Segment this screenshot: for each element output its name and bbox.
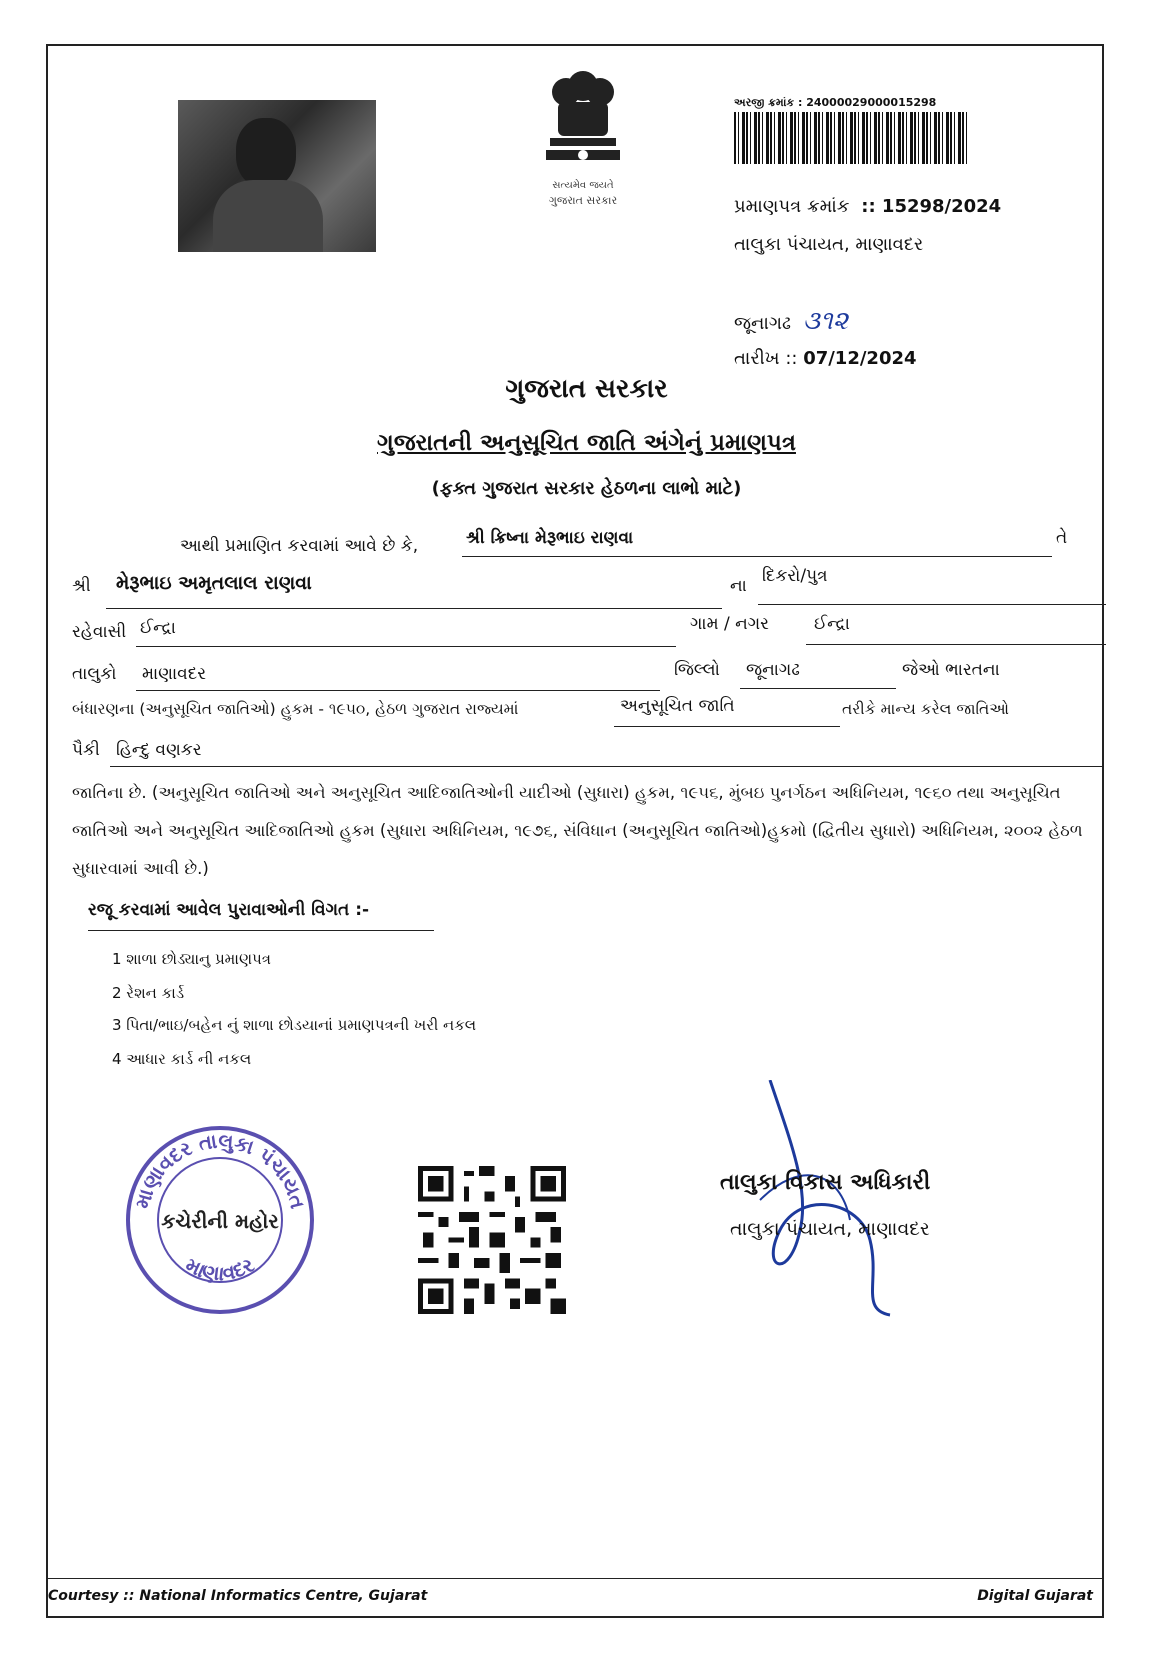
seal-center-text: કચેરીની મહોર bbox=[161, 1209, 279, 1233]
father-name: મેરૂભાઇ અમૃતલાલ રાણવા bbox=[116, 572, 312, 594]
taluka-value: માણાવદર bbox=[142, 664, 207, 684]
document-item: 4 આધાર કાર્ડ ની નકલ bbox=[112, 1050, 252, 1068]
barcode bbox=[734, 112, 970, 164]
issue-date: 07/12/2024 bbox=[803, 348, 917, 369]
india-text: જેઓ ભારતના bbox=[902, 660, 1000, 680]
certificate-title: ગુજરાતની અનુસૂચિત જાતિ અંગેનું પ્રમાણપત્ર bbox=[377, 430, 796, 456]
govt-title: ગુજરાત સરકાર bbox=[505, 374, 668, 404]
constitution-text: બંધારણના (અનુસૂચિત જાતિઓ) હુકમ - ૧૯૫૦, હેઠળ ગુજરાત રાજ્યમાં bbox=[72, 700, 519, 718]
shri-label: શ્રી bbox=[72, 576, 91, 596]
village-value: ઈન્દ્રા bbox=[814, 614, 850, 634]
header-district bbox=[734, 306, 848, 337]
handwritten-number: ૩૧૨ bbox=[802, 306, 848, 336]
seal-top-text: માણાવદર તાલુકા પંચાયત bbox=[129, 1128, 311, 1211]
applicant-photo bbox=[178, 100, 376, 252]
legal-paragraph: જાતિના છે. (અનુસૂચિત જાતિઓ અને અનુસૂચિત આદિજાતિઓની યાદીઓ (સુધારા) હુકમ, ૧૯૫૬, મુંબઇ પુનર્ગઠન અધિનિયમ, ૧૯૬૦ તથા અનુસૂચિત જાતિઓ અને અનુસૂચિત આદિજાતિઓ હુકમ (સુધારા અધિનિયમ, ૧૯૭૬, સંવિધાન (અનુસૂચિત જાતિઓ)હુકમો (દ્વિતીય સુધારો) અધિનિયમ, ૨૦૦૨ હેઠળ સુધારવામાં આવી છે.) bbox=[72, 783, 1083, 878]
certificate-note: (ફક્ત ગુજરાત સરકાર હેઠળના લાભો માટે) bbox=[431, 478, 742, 499]
footer-digital-gujarat: Digital Gujarat bbox=[977, 1588, 1093, 1604]
state-emblem-icon bbox=[528, 64, 638, 174]
document-item: 2 રેશન કાર્ડ bbox=[112, 984, 185, 1002]
header-district-name: જૂનાગઢ bbox=[734, 313, 791, 334]
residence-label: રહેવાસી bbox=[72, 622, 127, 642]
na-text: ના bbox=[730, 576, 747, 596]
te-text: તે bbox=[1056, 528, 1068, 548]
date-label: તારીખ :: bbox=[734, 348, 798, 369]
taluka-label: તાલુકો bbox=[72, 664, 117, 684]
district-value: જૂનાગઢ bbox=[746, 660, 800, 680]
document-item: 3 પિતા/ભાઇ/બહેન નું શાળા છોડયાનાં પ્રમાણપત્રની ખરી નકલ bbox=[112, 1016, 477, 1034]
person-name: શ્રી ક્રિષ્ના મેરૂભાઇ રાણવા bbox=[466, 528, 634, 548]
residence-value: ઈન્દ્રા bbox=[140, 618, 176, 638]
svg-text:માણાવદર તાલુકા પંચાયત bbox=[130, 1129, 310, 1211]
recognized-text: તરીકે માન્ય કરેલ જાતિઓ bbox=[842, 700, 1009, 718]
emblem-motto: સત્યમેવ જયતે bbox=[552, 180, 614, 191]
documents-heading: રજૂ કરવામાં આવેલ પુરાવાઓની વિગત :- bbox=[88, 900, 370, 920]
qr-code[interactable] bbox=[418, 1166, 566, 1314]
certificate-number: :: 15298/2024 bbox=[861, 196, 1002, 217]
signatory-title: તાલુકા વિકાસ અધિકારી bbox=[720, 1170, 931, 1195]
intro-text: આથી પ્રમાણિત કરવામાં આવે છે કે, bbox=[180, 536, 419, 556]
certificate-number-label: પ્રમાણપત્ર ક્રમાંક bbox=[734, 196, 850, 217]
application-number: અરજી ક્રમાંક : 24000029000015298 bbox=[734, 96, 937, 109]
among-label: પૈકી bbox=[72, 740, 100, 760]
category-value: અનુસૂચિત જાતિ bbox=[620, 696, 735, 716]
seal-bottom-text: માણાવદર bbox=[181, 1252, 259, 1286]
svg-text:માણાવદર bbox=[182, 1252, 259, 1285]
issuing-office: તાલુકા પંચાયત, માણાવદર bbox=[734, 234, 924, 255]
signature bbox=[740, 1080, 920, 1320]
emblem-caption: ગુજરાત સરકાર bbox=[548, 194, 618, 207]
relation: દિકરો/પુત્ર bbox=[762, 566, 828, 586]
caste-value: હિન્દુ વણકર bbox=[116, 740, 202, 760]
district-label: જિલ્લો bbox=[674, 660, 720, 680]
footer-courtesy: Courtesy :: National Informatics Centre, Gujarat bbox=[48, 1588, 428, 1604]
office-seal bbox=[120, 1120, 320, 1320]
certificate-number-row bbox=[734, 196, 1001, 217]
signatory-office: તાલુકા પંચાયત, માણાવદર bbox=[730, 1218, 930, 1240]
village-label: ગામ / નગર bbox=[690, 614, 769, 634]
document-item: 1 શાળા છોડ્યાનુ પ્રમાણપત્ર bbox=[112, 950, 271, 968]
date-row bbox=[734, 348, 917, 369]
